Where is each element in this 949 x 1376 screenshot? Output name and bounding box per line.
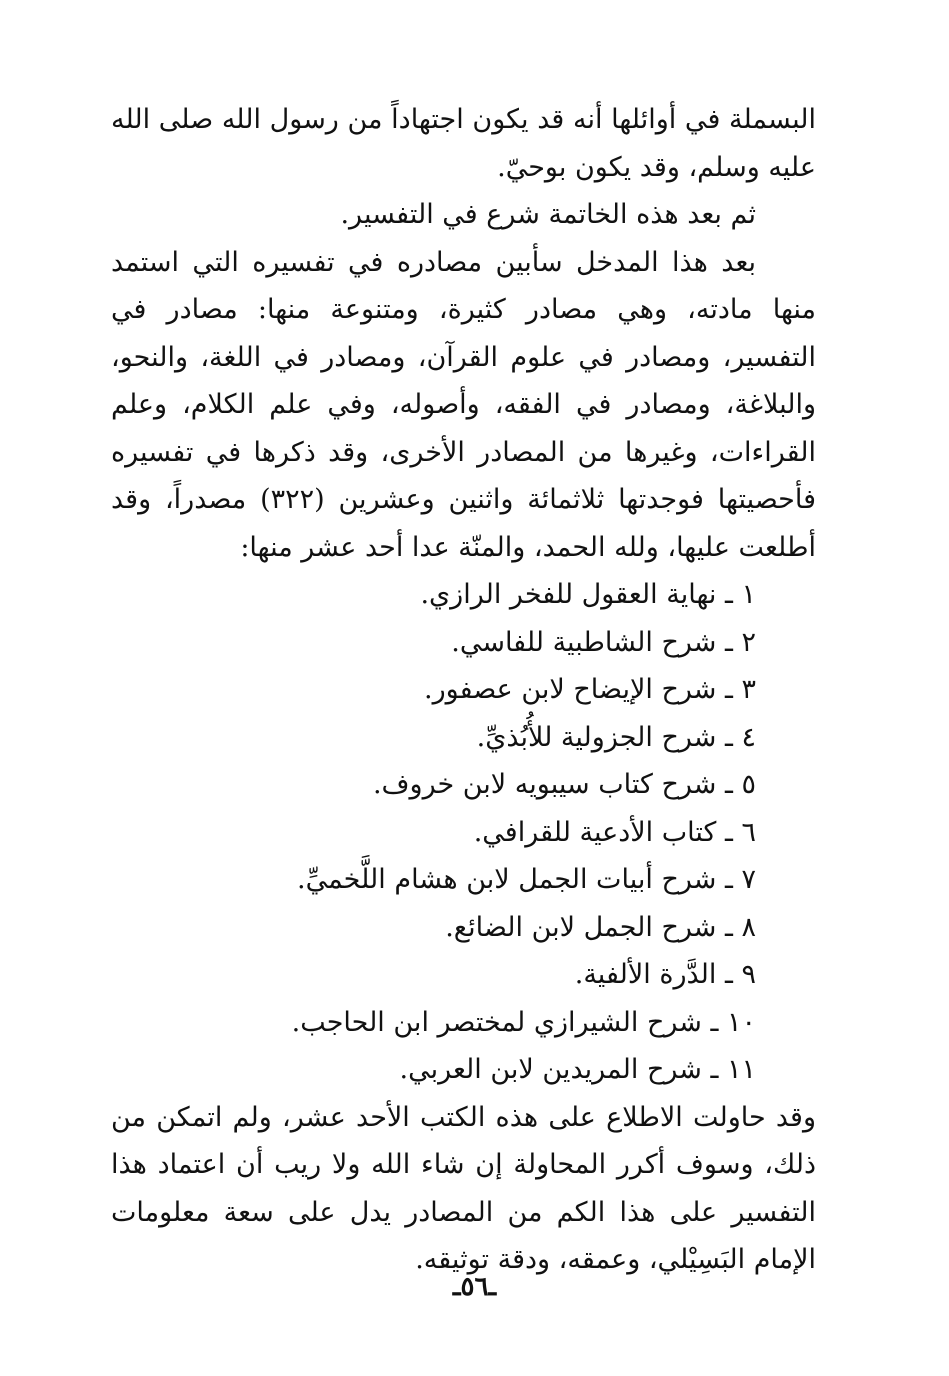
list-item: ١١ ـ شرح المريدين لابن العربي. (399, 1054, 756, 1085)
main-text (111, 96, 816, 1284)
list-item: ٤ ـ شرح الجزولية للأُبُذيِّ. (476, 721, 756, 753)
list-item: ٧ ـ شرح أبيات الجمل لابن هشام اللَّخميِّ. (296, 864, 756, 895)
page-number: ـ٥٦ـ (452, 1272, 497, 1302)
sources-list (111, 571, 816, 1094)
paragraph-basmala: البسملة في أوائلها أنه قد يكون اجتهاداً من رسول الله صلى الله عليه وسلم، وقد يكون بوحيّ. (111, 104, 816, 183)
paragraph-start-tafsir: ثم بعد هذه الخاتمة شرع في التفسير. (340, 199, 756, 230)
list-item: ٦ ـ كتاب الأدعية للقرافي. (473, 816, 756, 848)
list-item: ٥ ـ شرح كتاب سيبويه لابن خروف. (372, 769, 756, 800)
list-item: ١٠ ـ شرح الشيرازي لمختصر ابن الحاجب. (291, 1006, 756, 1038)
list-item: ٩ ـ الدَّرة الألفية. (574, 959, 756, 990)
list-item: ٢ ـ شرح الشاطبية للفاسي. (451, 626, 756, 658)
paragraph-conclusion: وقد حاولت الاطلاع على هذه الكتب الأحد عشر، ولم اتمكن من ذلك، وسوف أكرر المحاولة إن شاء الله ولا ريب أن اعتماد هذا التفسير على هذا الكم من المصادر يدل على سعة معلومات الإمام البَسِيْلي، وعمقه، ودقة توثيقه. (111, 1101, 816, 1275)
list-item: ٨ ـ شرح الجمل لابن الضائع. (445, 911, 756, 943)
paragraph-sources-intro: بعد هذا المدخل سأبين مصادره في تفسيره التي استمد منها مادته، وهي مصادر كثيرة، ومتنوعة منها: مصادر في التفسير، ومصادر في علوم القرآن، ومصادر في اللغة، والنحو، والبلاغة، ومصادر في الفقه، وأصوله، وفي علم الكلام، وعلم القراءات، وغيرها من المصادر الأخرى، وقد ذكرها في تفسيره فأحصيتها فوجدتها ثلاثمائة واثنين وعشرين (٣٢٢) مصدراً، وقد أطلعت عليها، ولله الحمد، والمنّة عدا أحد عشر منها: (111, 246, 817, 563)
list-item: ٣ ـ شرح الإيضاح لابن عصفور. (424, 674, 756, 705)
list-item: ١ ـ نهاية العقول للفخر الرازي. (420, 579, 756, 610)
